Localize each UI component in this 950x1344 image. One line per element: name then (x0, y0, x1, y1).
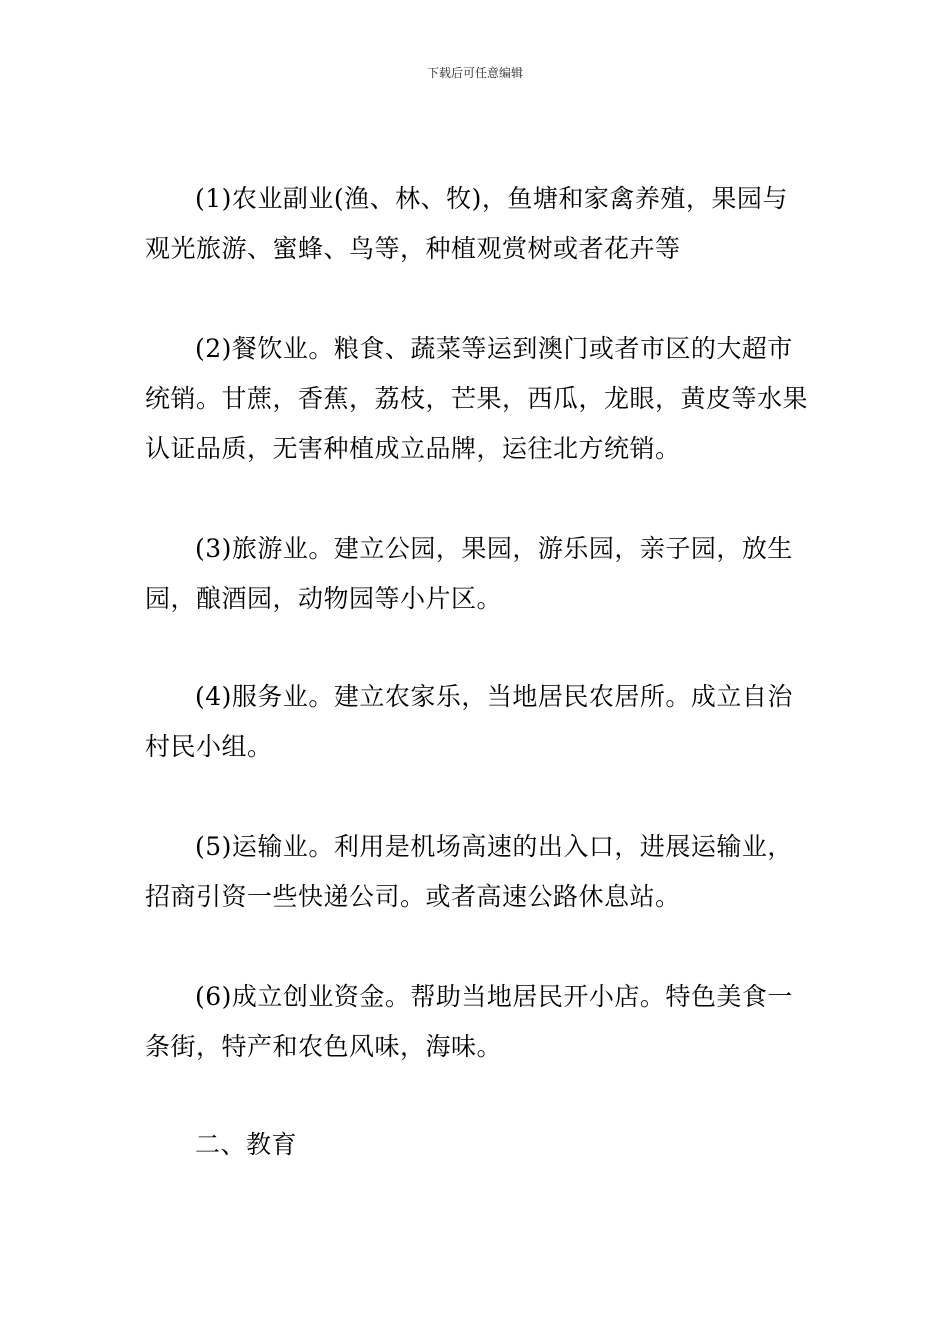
paragraph-services: (4)服务业。建立农家乐，当地居民农居所。成立自治村民小组。 (145, 682, 793, 761)
paragraph-startup-fund: (6)成立创业资金。帮助当地居民开小店。特色美食一条街，特产和农色风味，海味。 (145, 982, 793, 1061)
paragraph-tourism: (3)旅游业。建立公园，果园，游乐园，亲子园，放生园，酿酒园，动物园等小片区。 (145, 534, 793, 613)
paragraph-agriculture: (1)农业副业(渔、林、牧)，鱼塘和家禽养殖，果园与观光旅游、蜜蜂、鸟等，种植观赏树或者花卉等 (145, 184, 788, 263)
paragraph-transport: (5)运输业。利用是机场高速的出入口，进展运输业，招商引资一些快递公司。或者高速公路休息站。 (145, 832, 793, 911)
section-heading-education: 二、教育 (195, 1130, 298, 1159)
paragraph-catering: (2)餐饮业。粮食、蔬菜等运到澳门或者市区的大超市统销。甘蔗，香蕉，荔枝，芒果，西瓜，龙眼，黄皮等水果认证品质，无害种植成立品牌，运往北方统销。 (145, 334, 809, 463)
page-header: 下载后可任意编辑 (426, 66, 523, 80)
